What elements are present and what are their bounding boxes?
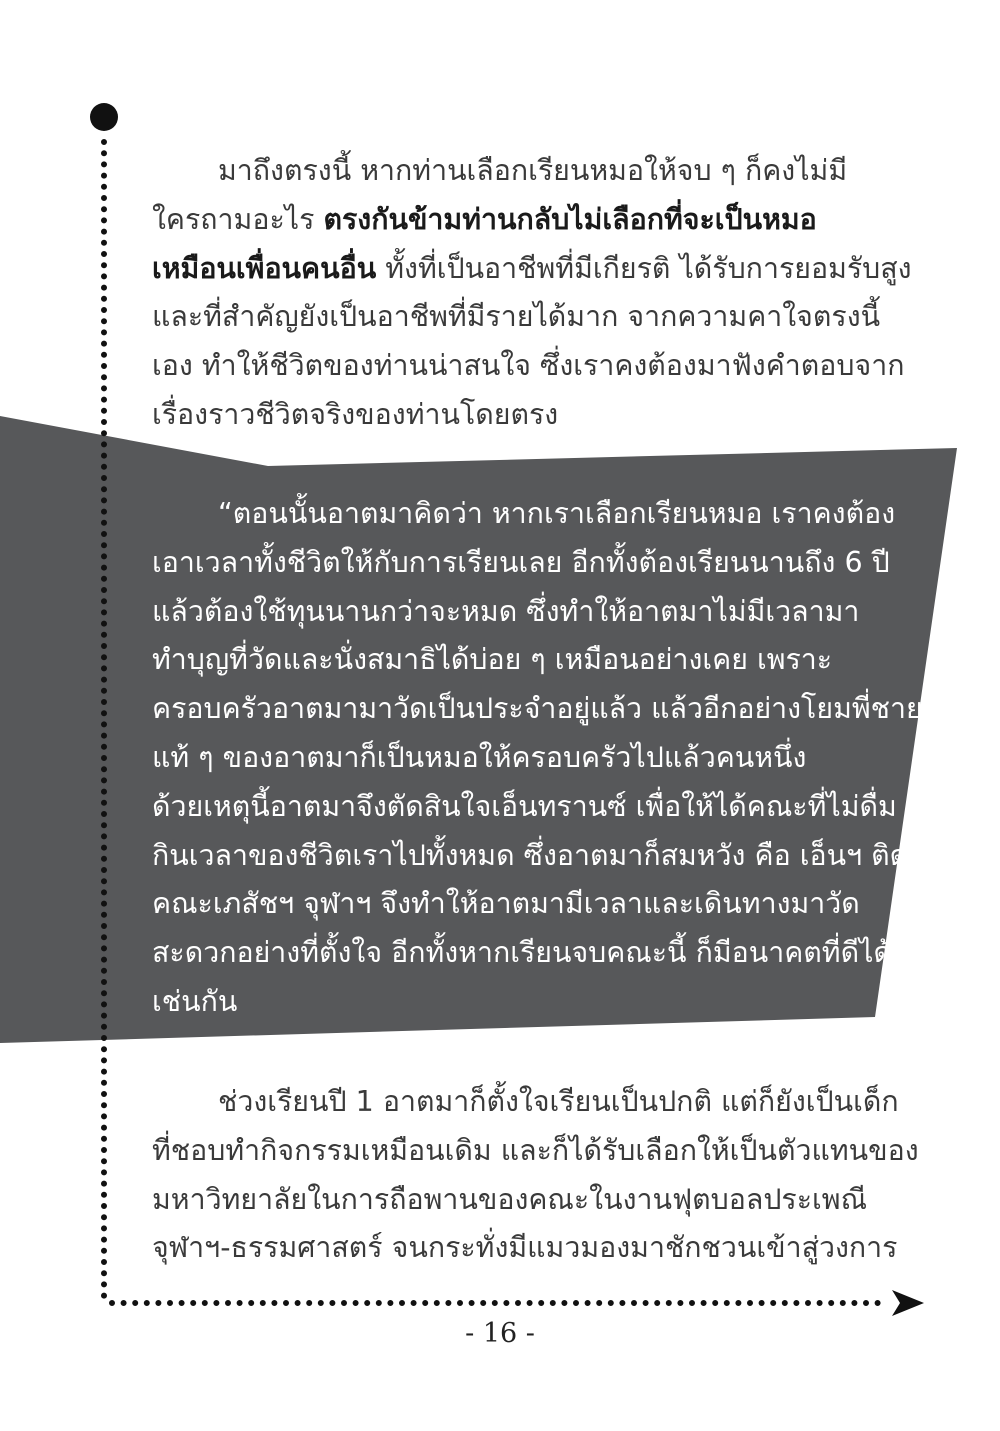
text-line [152, 196, 852, 245]
arrow-right-icon [892, 1290, 924, 1316]
text-line: สะดวกอย่างที่ตั้งใจ อีกทั้งหากเรียนจบคณะนี้ ก็มีอนาคตที่ดีได้ [152, 936, 892, 970]
text-line: เรื่องราวชีวิตจริงของท่านโดยตรง [152, 397, 559, 431]
text-line [152, 245, 912, 294]
text-line: เอาเวลาทั้งชีวิตให้กับการเรียนเลย อีกทั้งต้องเรียนนานถึง 6 ปี [152, 545, 890, 579]
text-line: มหาวิทยาลัยในการถือพานของคณะในงานฟุตบอลประเพณี [152, 1182, 868, 1216]
text-run: ทั้งที่เป็นอาชีพที่มีเกียรติ ได้รับการยอมรับสูง [376, 251, 912, 285]
text-run: ใครถามอะไร [152, 202, 324, 236]
text-line: และที่สำคัญยังเป็นอาชีพที่มีรายได้มาก จากความคาใจตรงนี้ [152, 300, 881, 334]
text-line: ที่ชอบทำกิจกรรมเหมือนเดิม และก็ได้รับเลือกให้เป็นตัวแทนของ [152, 1133, 919, 1167]
text-line: เช่นกัน [152, 984, 238, 1018]
quote-paragraph [152, 490, 923, 1027]
emphasis-text: ตรงกันข้ามท่านกลับไม่เลือกที่จะเป็นหมอ [323, 202, 817, 236]
intro-paragraph [152, 147, 912, 440]
text-line: แล้วต้องใช้ทุนนานกว่าจะหมด ซึ่งทำให้อาตมาไม่มีเวลามา [152, 594, 860, 628]
text-line: “ตอนนั้นอาตมาคิดว่า หากเราเลือกเรียนหมอ เราคงต้อง [218, 497, 896, 530]
emphasis-text: เหมือนเพื่อนคนอื่น [152, 251, 377, 285]
text-line: กินเวลาของชีวิตเราไปทั้งหมด ซึ่งอาตมาก็สมหวัง คือ เอ็นฯ ติด [152, 838, 909, 872]
text-line: มาถึงตรงนี้ หากท่านเลือกเรียนหมอให้จบ ๆ ก็คงไม่มี [218, 154, 848, 187]
text-line: ช่วงเรียนปี 1 อาตมาก็ตั้งใจเรียนเป็นปกติ แต่ก็ยังเป็นเด็ก [218, 1085, 899, 1118]
text-line: ครอบครัวอาตมามาวัดเป็นประจำอยู่แล้ว แล้วอีกอย่างโยมพี่ชาย [152, 692, 923, 726]
text-line: แท้ ๆ ของอาตมาก็เป็นหมอให้ครอบครัวไปแล้วคนหนึ่ง [152, 740, 807, 774]
text-line: เอง ทำให้ชีวิตของท่านน่าสนใจ ซึ่งเราคงต้องมาฟังคำตอบจาก [152, 349, 905, 383]
timeline-start-dot [90, 103, 118, 131]
text-line: ด้วยเหตุนี้อาตมาจึงตัดสินใจเอ็นทรานซ์ เพื่อให้ได้คณะที่ไม่ดื่ม [152, 789, 897, 823]
year1-paragraph [152, 1078, 919, 1273]
page-number: - 16 - [465, 1318, 535, 1349]
text-line: จุฬาฯ-ธรรมศาสตร์ จนกระทั่งมีแมวมองมาชักชวนเข้าสู่วงการ [152, 1231, 898, 1265]
text-line: ทำบุญที่วัดและนั่งสมาธิได้บ่อย ๆ เหมือนอย่างเคย เพราะ [152, 643, 833, 677]
text-line: คณะเภสัชฯ จุฬาฯ จึงทำให้อาตมามีเวลาและเดินทางมาวัด [152, 887, 860, 921]
